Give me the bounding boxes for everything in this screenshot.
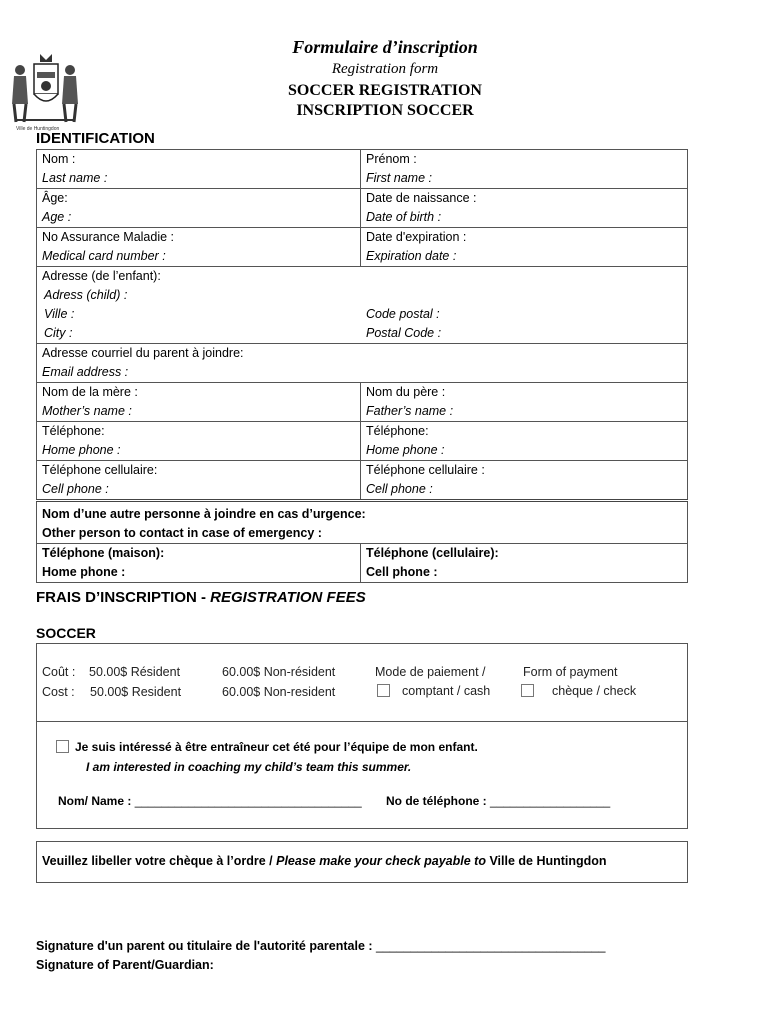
check-option[interactable]: chèque / check xyxy=(521,684,636,698)
address-field[interactable]: Adresse (de l’enfant): Adress (child) : Ville : City : Code postal : Postal Code : xyxy=(37,267,688,344)
table-row xyxy=(37,189,688,228)
last-name-field[interactable]: Nom : Last name : xyxy=(37,150,361,189)
coach-option[interactable]: Je suis intéressé à être entraîneur cet été pour l’équipe de mon enfant. xyxy=(56,740,478,754)
table-row xyxy=(37,501,688,544)
mother-home-phone-field[interactable]: Téléphone: Home phone : xyxy=(37,422,361,461)
postal-code-label: Code postal : xyxy=(366,307,440,321)
table-row xyxy=(37,461,688,501)
form-title-inscription-soccer: INSCRIPTION SOCCER xyxy=(296,102,474,119)
emergency-home-phone-field[interactable]: Téléphone (maison): Home phone : xyxy=(37,544,361,583)
table-row xyxy=(37,150,688,189)
identification-table xyxy=(36,149,688,583)
table-row xyxy=(37,228,688,267)
coach-checkbox[interactable] xyxy=(56,740,69,753)
age-field[interactable]: Âge: Age : xyxy=(37,189,361,228)
city-label-en: City : xyxy=(44,326,73,340)
table-row xyxy=(37,267,688,344)
expiration-date-field[interactable]: Date d'expiration : Expiration date : xyxy=(361,228,688,267)
form-title-soccer-registration: SOCCER REGISTRATION xyxy=(288,82,482,99)
coach-name-field[interactable]: Nom/ Name : __________________________________ xyxy=(58,794,362,808)
nonresident-price-en: 60.00$ Non-resident xyxy=(222,685,336,699)
fees-heading: FRAIS D’INSCRIPTION - REGISTRATION FEES xyxy=(36,589,366,606)
nonresident-price-fr: 60.00$ Non-résident xyxy=(222,665,336,679)
resident-price-fr: 50.00$ Résident xyxy=(89,665,181,679)
first-name-field[interactable]: Prénom : First name : xyxy=(361,150,688,189)
coach-option-en: I am interested in coaching my child’s team this summer. xyxy=(86,760,412,774)
signature-label-en: Signature of Parent/Guardian: xyxy=(36,958,214,972)
email-field[interactable]: Adresse courriel du parent à joindre: Email address : xyxy=(37,344,688,383)
postal-code-label-en: Postal Code : xyxy=(366,326,442,340)
payment-mode-label-en: Form of payment xyxy=(523,665,618,679)
emergency-cell-phone-field[interactable]: Téléphone (cellulaire): Cell phone : xyxy=(361,544,688,583)
table-row xyxy=(37,544,688,583)
soccer-subheading: SOCCER xyxy=(36,625,96,641)
mother-name-field[interactable]: Nom de la mère : Mother’s name : xyxy=(37,383,361,422)
form-title-en: Registration form xyxy=(331,61,439,77)
mother-cell-phone-field[interactable]: Téléphone cellulaire: Cell phone : xyxy=(37,461,361,501)
table-row xyxy=(37,344,688,383)
divider xyxy=(37,721,687,722)
cost-label-fr: Coût : xyxy=(42,665,76,679)
father-name-field[interactable]: Nom du père : Father’s name : xyxy=(361,383,688,422)
father-home-phone-field[interactable]: Téléphone: Home phone : xyxy=(361,422,688,461)
emergency-contact-field[interactable]: Nom d’une autre personne à joindre en cas d’urgence: Other person to contact in case of emergency : xyxy=(37,501,688,544)
date-of-birth-field[interactable]: Date de naissance : Date of birth : xyxy=(361,189,688,228)
identification-heading: IDENTIFICATION xyxy=(36,130,155,147)
cost-label-en: Cost : xyxy=(42,685,75,699)
father-cell-phone-field[interactable]: Téléphone cellulaire : Cell phone : xyxy=(361,461,688,501)
check-checkbox[interactable] xyxy=(521,684,534,697)
form-title-fr: Formulaire d’inscription xyxy=(292,37,478,57)
payment-mode-label-fr: Mode de paiement / xyxy=(375,665,486,679)
signature-field[interactable]: Signature d'un parent ou titulaire de l'autorité parentale : _________________________________ xyxy=(36,939,606,953)
medical-card-field[interactable]: No Assurance Maladie : Medical card number : xyxy=(37,228,361,267)
resident-price-en: 50.00$ Resident xyxy=(90,685,182,699)
table-row xyxy=(37,383,688,422)
cheque-payable-text: Veuillez libeller votre chèque à l’ordre / Please make your check payable to Ville de Huntingdon xyxy=(42,854,607,868)
table-row xyxy=(37,422,688,461)
city-label: Ville : xyxy=(44,307,75,321)
coach-phone-field[interactable]: No de téléphone : __________________ xyxy=(386,794,611,808)
cash-checkbox[interactable] xyxy=(377,684,390,697)
logo-caption: Ville de Huntingdon xyxy=(16,126,60,132)
cash-option[interactable]: comptant / cash xyxy=(377,684,490,698)
